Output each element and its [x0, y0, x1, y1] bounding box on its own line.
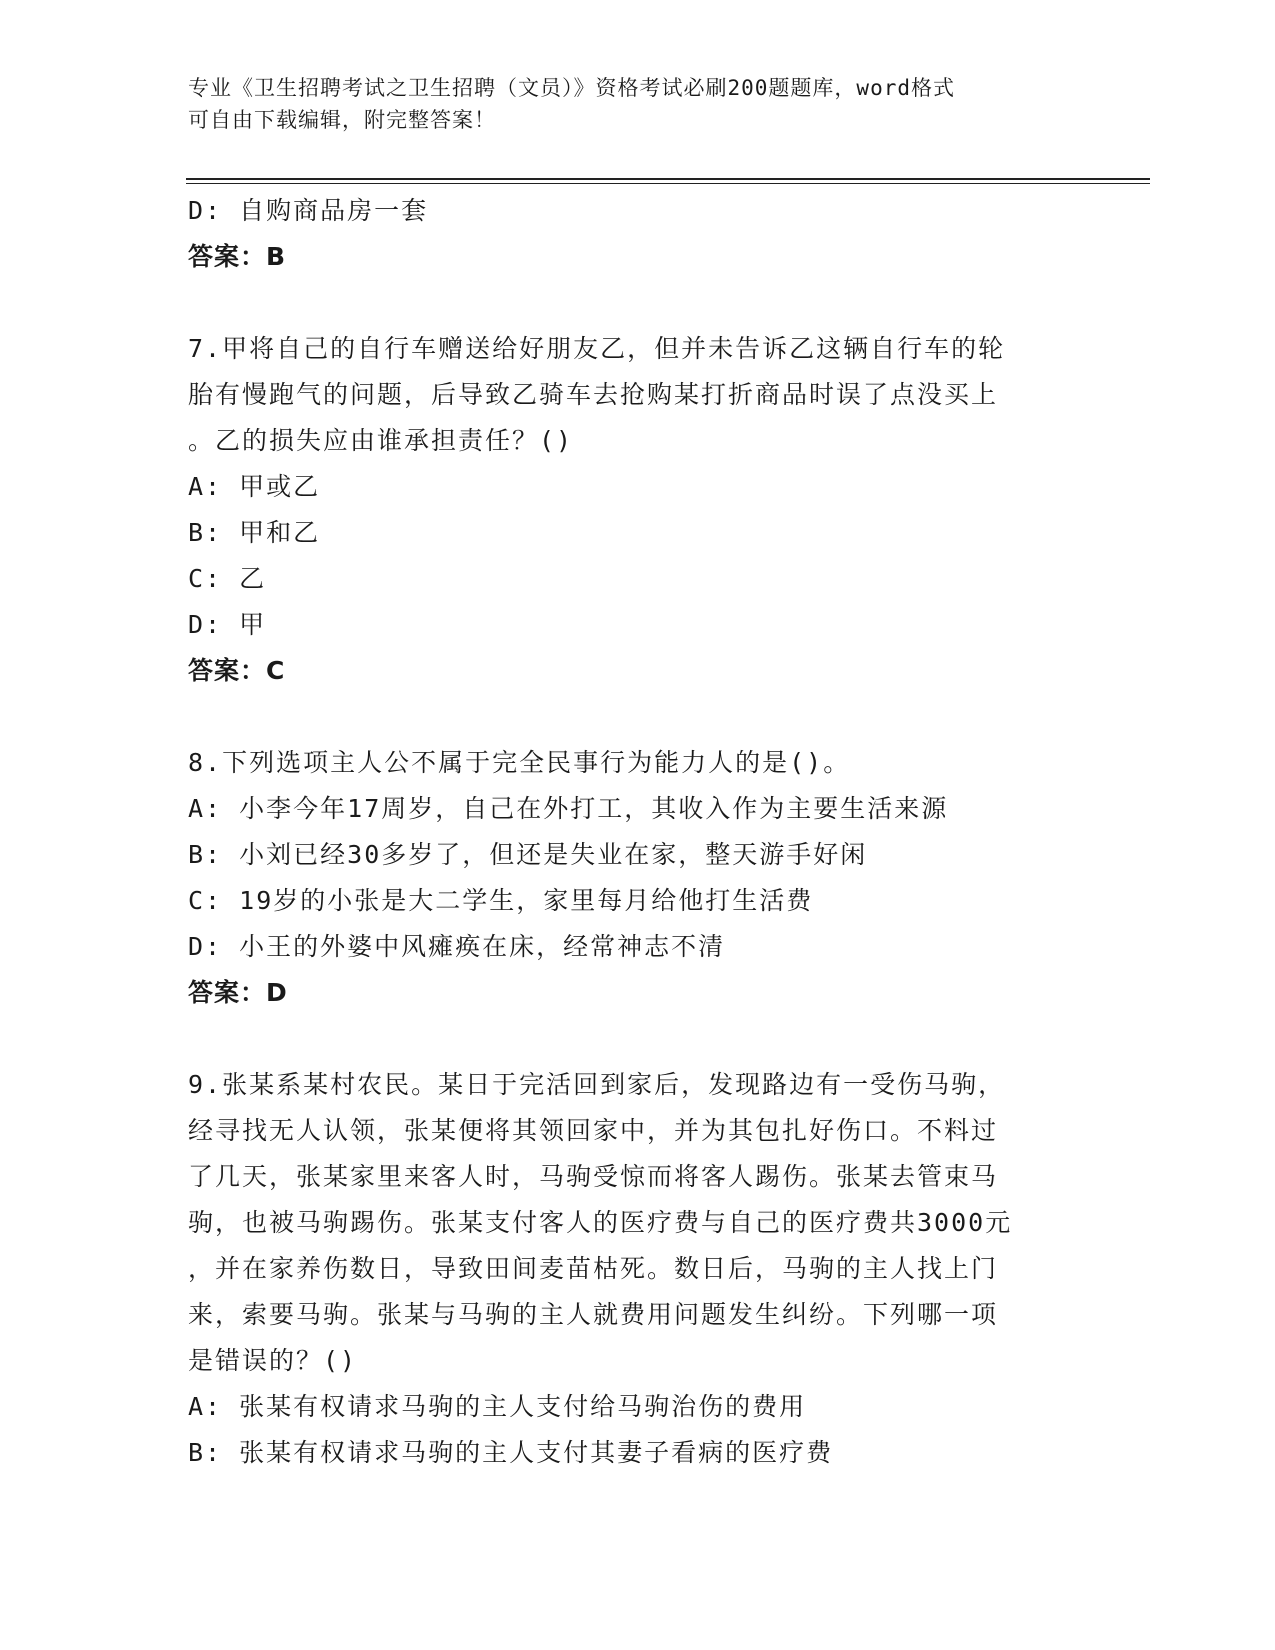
spacer: [188, 1016, 1088, 1062]
question-7-line: 。乙的损失应由谁承担责任？(): [188, 426, 574, 455]
spacer: [188, 280, 1088, 326]
question-9-line: 了几天，张某家里来客人时，马驹受惊而将客人踢伤。张某去管束马: [188, 1162, 999, 1191]
question-7-option-b: B: 甲和乙: [188, 518, 321, 547]
spacer: [188, 694, 1088, 740]
question-9: [188, 1062, 1088, 1476]
question-content: [188, 188, 1088, 1476]
question-9-line: 是错误的？(): [188, 1346, 358, 1375]
header-line-1: 专业《卫生招聘考试之卫生招聘（文员）》资格考试必刷200题题库，word格式: [188, 76, 955, 100]
question-8: [188, 740, 1088, 1016]
question-7-answer: 答案：C: [188, 656, 286, 685]
question-9-line: 驹，也被马驹踢伤。张某支付客人的医疗费与自己的医疗费共3000元: [188, 1208, 1013, 1237]
question-9-option-b: B: 张某有权请求马驹的主人支付其妻子看病的医疗费: [188, 1438, 834, 1467]
header-rule-thin: [186, 183, 1150, 184]
question-7-option-a: A: 甲或乙: [188, 472, 321, 501]
document-header: [188, 72, 1088, 136]
question-8-option-b: B: 小刘已经30多岁了，但还是失业在家，整天游手好闲: [188, 840, 868, 869]
header-rule-thick: [186, 178, 1150, 180]
question-7: [188, 326, 1088, 694]
question-9-line: ，并在家养伤数日，导致田间麦苗枯死。数日后，马驹的主人找上门: [188, 1254, 999, 1283]
question-8-option-c: C: 19岁的小张是大二学生，家里每月给他打生活费: [188, 886, 814, 915]
prev-answer: 答案：B: [188, 242, 287, 271]
question-8-option-d: D: 小王的外婆中风瘫痪在床，经常神志不清: [188, 932, 726, 961]
question-7-line: 胎有慢跑气的问题，后导致乙骑车去抢购某打折商品时误了点没买上: [188, 380, 999, 409]
question-7-option-d: D: 甲: [188, 610, 267, 639]
question-9-line: 经寻找无人认领，张某便将其领回家中，并为其包扎好伤口。不料过: [188, 1116, 999, 1145]
question-7-option-c: C: 乙: [188, 564, 267, 593]
question-9-option-a: A: 张某有权请求马驹的主人支付给马驹治伤的费用: [188, 1392, 807, 1421]
question-8-option-a: A: 小李今年17周岁，自己在外打工，其收入作为主要生活来源: [188, 794, 949, 823]
question-9-line: 来，索要马驹。张某与马驹的主人就费用问题发生纠纷。下列哪一项: [188, 1300, 999, 1329]
question-7-line: 7.甲将自己的自行车赠送给好朋友乙，但并未告诉乙这辆自行车的轮: [188, 334, 1006, 363]
question-8-answer: 答案：D: [188, 978, 288, 1007]
question-8-line: 8.下列选项主人公不属于完全民事行为能力人的是()。: [188, 748, 851, 777]
header-line-2: 可自由下载编辑，附完整答案！: [188, 108, 496, 132]
question-9-line: 9.张某系某村农民。某日于完活回到家后，发现路边有一受伤马驹，: [188, 1070, 1006, 1099]
prev-option-d: D: 自购商品房一套: [188, 196, 429, 225]
